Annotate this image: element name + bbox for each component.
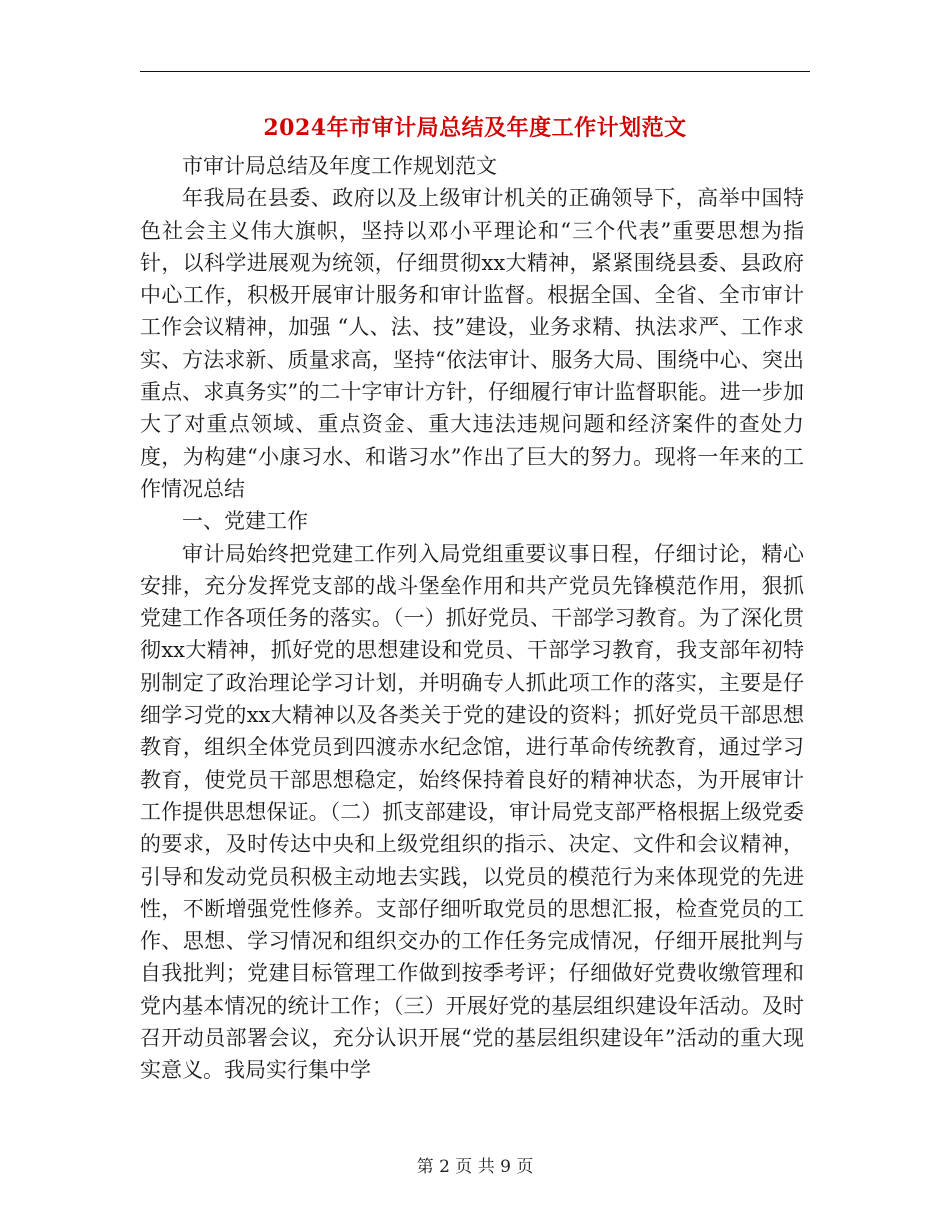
document-body — [140, 150, 804, 1087]
intro-paragraph: 年我局在县委、政府以及上级审计机关的正确领导下，高举中国特色社会主义伟大旗帜，坚持以邓小平理论和“三个代表”重要思想为指针，以科学进展观为统领，仔细贯彻xx大精神，紧紧围绕县委、县政府中心工作，积极开展审计服务和审计监督。根据全国、全省、全市审计工作会议精神，加强 “人、法、技”建设，业务求精、执法求严、工作求实、方法求新、质量求高，坚持“依法审计、服务大局、围绕中心、突出重点、求真务实”的二十字审计方针，仔细履行审计监督职能。进一步加大了对重点领域、重点资金、重大违法违规问题和经济案件的查处力度，为构建“小康习水、和谐习水”作出了巨大的努力。现将一年来的工作情况总结 — [140, 186, 804, 501]
page-number: 第 2 页 共 9 页 — [416, 1157, 534, 1177]
header-rule — [140, 71, 810, 72]
section-heading: 一、党建工作 — [182, 509, 308, 534]
subtitle-paragraph: 市审计局总结及年度工作规划范文 — [182, 154, 497, 178]
party-building-paragraph: 审计局始终把党建工作列入局党组重要议事日程，仔细讨论，精心安排，充分发挥党支部的战斗堡垒作用和共产党员先锋模范作用，狠抓党建工作各项任务的落实。（一）抓好党员、干部学习教育。为了深化贯彻xx大精神，抓好党的思想建设和党员、干部学习教育，我支部年初特别制定了政治理论学习计划，并明确专人抓此项工作的落实，主要是仔细学习党的xx大精神以及各类关于党的建设的资料；抓好党员干部思想教育，组织全体党员到四渡赤水纪念馆，进行革命传统教育，通过学习教育，使党员干部思想稳定，始终保持着良好的精神状态，为开展审计工作提供思想保证。（二）抓支部建设，审计局党支部严格根据上级党委的要求，及时传达中央和上级党组织的指示、决定、文件和会议精神，引导和发动党员积极主动地去实践，以党员的模范行为来体现党的先进性，不断增强党性修养。支部仔细听取党员的思想汇报，检查党员的工作、思想、学习情况和组织交办的工作任务完成情况，仔细开展批判与自我批判；党建目标管理工作做到按季考评；仔细做好党费收缴管理和党内基本情况的统计工作；（三）开展好党的基层组织建设年活动。及时召开动员部署会议，充分认识开展“党的基层组织建设年”活动的重大现实意义。我局实行集中学 — [140, 541, 804, 1083]
document-title: 2024年市审计局总结及年度工作计划范文 — [263, 115, 687, 141]
